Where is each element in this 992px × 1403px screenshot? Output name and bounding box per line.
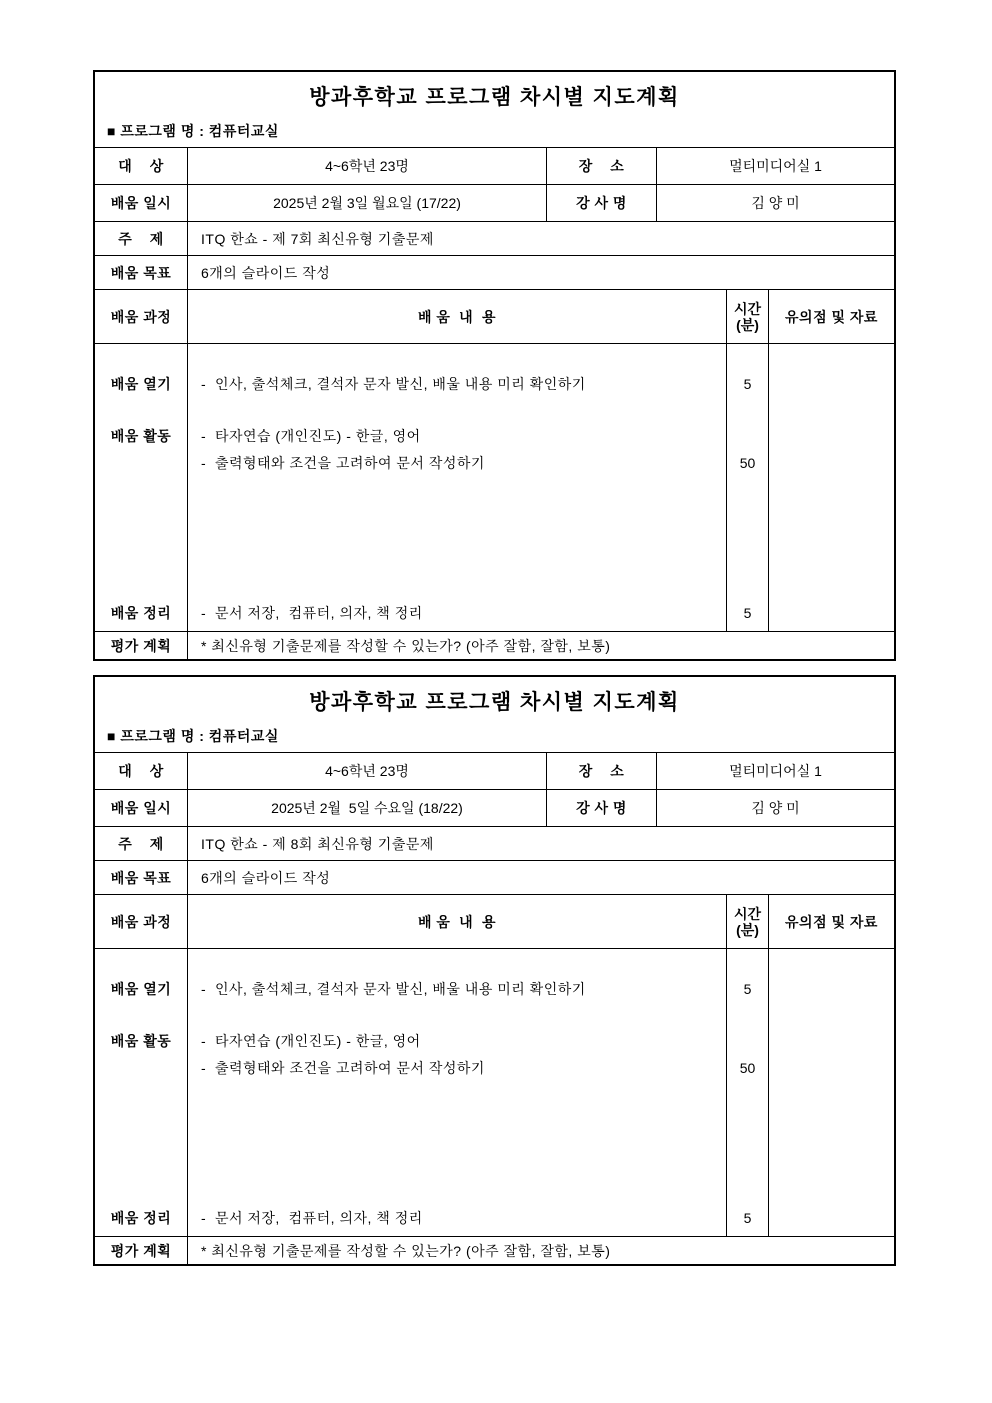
evaluation-row [95, 1237, 894, 1265]
document-title: 방과후학교 프로그램 차시별 지도계획 [309, 86, 680, 109]
info-row-datetime-instructor [95, 185, 894, 222]
time-values-cell [727, 949, 769, 1236]
document-title: 방과후학교 프로그램 차시별 지도계획 [309, 691, 680, 714]
lesson-content-cell [188, 344, 727, 631]
closing-content-line: - 문서 저장, 컴퓨터, 의자, 책 정리 [201, 1210, 423, 1226]
target-label: 대 상 [95, 148, 188, 184]
program-name: ■ 프로그램 명 : 컴퓨터교실 [107, 123, 279, 139]
title-block [95, 677, 894, 753]
activity-content-line1: - 타자연습 (개인진도) - 한글, 영어 [201, 1033, 421, 1049]
time-header [727, 895, 769, 948]
open-content-line: - 인사, 출석체크, 결석자 문자 발신, 배울 내용 미리 확인하기 [201, 376, 586, 392]
target-label: 대 상 [95, 753, 188, 789]
info-row-target-place [95, 753, 894, 790]
instructor-label: 강 사 명 [547, 185, 657, 221]
activity-time-value: 50 [739, 455, 756, 471]
place-value: 멀티미디어실 1 [729, 158, 822, 174]
time-values-cell [727, 344, 769, 631]
closing-content-line: - 문서 저장, 컴퓨터, 의자, 책 정리 [201, 605, 423, 621]
time-header-line1: 시간 [733, 300, 762, 317]
stage-activity-label: 배움 활동 [110, 428, 172, 444]
lesson-plan-table-2 [93, 675, 896, 1266]
process-header: 배움 과정 [95, 895, 188, 948]
subject-row [95, 222, 894, 256]
goal-row [95, 256, 894, 290]
time-header-line2: (분) [736, 316, 759, 333]
activity-content-line1: - 타자연습 (개인진도) - 한글, 영어 [201, 428, 421, 444]
lesson-content-cell [188, 949, 727, 1236]
notes-header: 유의점 및 자료 [785, 913, 878, 930]
time-header-line1: 시간 [733, 905, 762, 922]
closing-time-value: 5 [743, 1210, 752, 1226]
closing-time-value: 5 [743, 605, 752, 621]
lesson-plan-table-1 [93, 70, 896, 661]
subject-value: ITQ 한쇼 - 제 7회 최신유형 기출문제 [201, 230, 434, 247]
stage-open-label: 배움 열기 [110, 376, 172, 392]
notes-cell [769, 949, 894, 1236]
process-stage-cell [95, 949, 188, 1236]
datetime-label: 배움 일시 [95, 790, 188, 826]
goal-value: 6개의 슬라이드 작성 [201, 264, 331, 281]
stage-activity-label: 배움 활동 [110, 1033, 172, 1049]
open-time-value: 5 [743, 981, 752, 997]
place-label: 장 소 [547, 148, 657, 184]
process-header: 배움 과정 [95, 290, 188, 343]
notes-cell [769, 344, 894, 631]
goal-label: 배움 목표 [95, 861, 188, 894]
column-header-row [95, 895, 894, 949]
program-name: ■ 프로그램 명 : 컴퓨터교실 [107, 728, 279, 744]
target-value: 4~6학년 23명 [188, 753, 547, 789]
lesson-body-row [95, 344, 894, 632]
evaluation-value: * 최신유형 기출문제를 작성할 수 있는가? (아주 잘함, 잘함, 보통) [201, 1243, 611, 1259]
goal-value: 6개의 슬라이드 작성 [201, 869, 331, 886]
datetime-label: 배움 일시 [95, 185, 188, 221]
evaluation-row [95, 632, 894, 660]
place-label: 장 소 [547, 753, 657, 789]
stage-closing-label: 배움 정리 [110, 1210, 172, 1226]
evaluation-label: 평가 계획 [95, 632, 188, 660]
time-header [727, 290, 769, 343]
goal-label: 배움 목표 [95, 256, 188, 289]
notes-header: 유의점 및 자료 [785, 308, 878, 325]
datetime-value: 2025년 2월 3일 월요일 (17/22) [188, 185, 547, 221]
stage-open-label: 배움 열기 [110, 981, 172, 997]
stage-closing-label: 배움 정리 [110, 605, 172, 621]
title-block [95, 72, 894, 148]
datetime-value: 2025년 2월 5일 수요일 (18/22) [188, 790, 547, 826]
evaluation-label: 평가 계획 [95, 1237, 188, 1265]
goal-row [95, 861, 894, 895]
process-stage-cell [95, 344, 188, 631]
subject-label: 주 제 [95, 222, 188, 255]
place-value: 멀티미디어실 1 [729, 763, 822, 779]
subject-value: ITQ 한쇼 - 제 8회 최신유형 기출문제 [201, 835, 434, 852]
activity-time-value: 50 [739, 1060, 756, 1076]
activity-content-line2: - 출력형태와 조건을 고려하여 문서 작성하기 [201, 455, 485, 471]
content-header: 배 움 내 용 [188, 290, 727, 343]
info-row-datetime-instructor [95, 790, 894, 827]
subject-row [95, 827, 894, 861]
open-time-value: 5 [743, 376, 752, 392]
open-content-line: - 인사, 출석체크, 결석자 문자 발신, 배울 내용 미리 확인하기 [201, 981, 586, 997]
time-header-line2: (분) [736, 921, 759, 938]
instructor-value: 김 양 미 [751, 800, 800, 816]
info-row-target-place [95, 148, 894, 185]
content-header: 배 움 내 용 [188, 895, 727, 948]
instructor-label: 강 사 명 [547, 790, 657, 826]
instructor-value: 김 양 미 [751, 195, 800, 211]
target-value: 4~6학년 23명 [188, 148, 547, 184]
activity-content-line2: - 출력형태와 조건을 고려하여 문서 작성하기 [201, 1060, 485, 1076]
evaluation-value: * 최신유형 기출문제를 작성할 수 있는가? (아주 잘함, 잘함, 보통) [201, 638, 611, 654]
column-header-row [95, 290, 894, 344]
lesson-body-row [95, 949, 894, 1237]
subject-label: 주 제 [95, 827, 188, 860]
